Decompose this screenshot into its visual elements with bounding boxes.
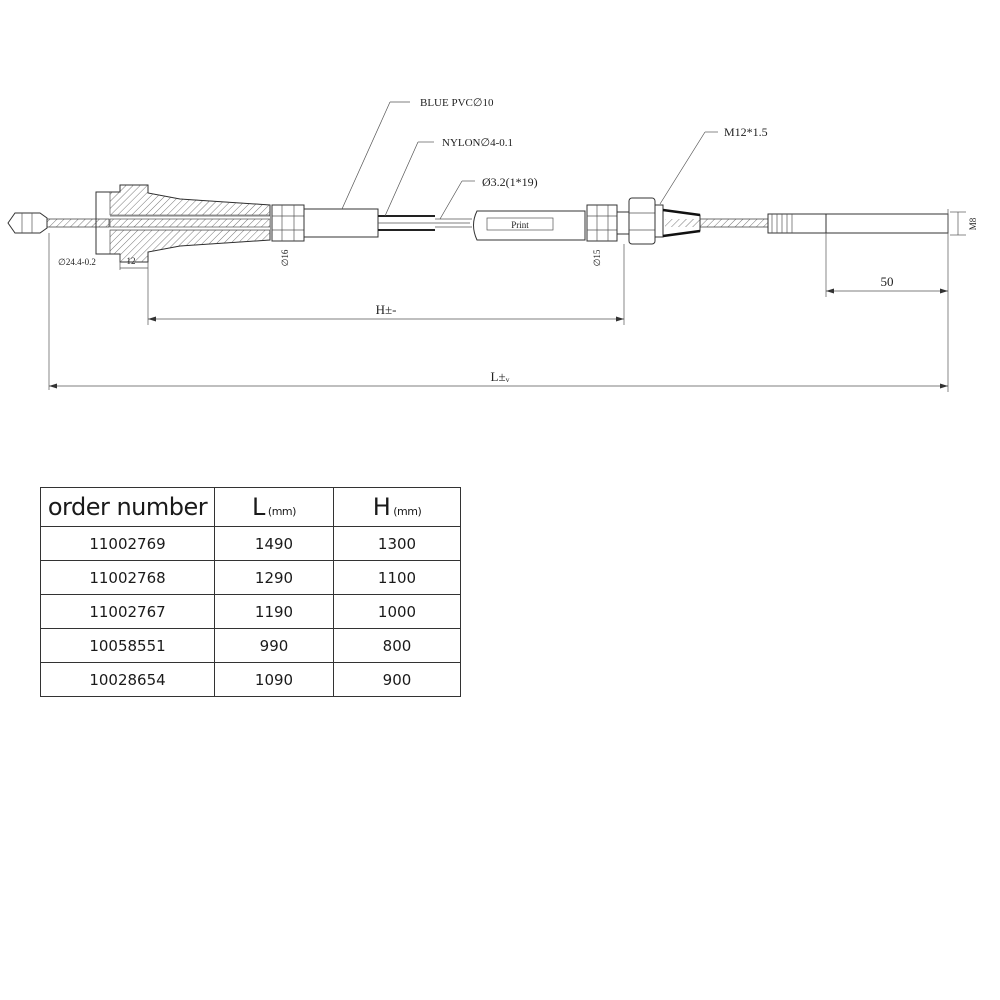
cell-l: 1490 (215, 527, 334, 561)
table-header-row (41, 488, 461, 527)
cell-order: 10058551 (41, 629, 215, 663)
cell-h: 900 (334, 663, 461, 697)
dimension-h (148, 244, 624, 325)
cell-l: 990 (215, 629, 334, 663)
table-row (41, 527, 461, 561)
cell-l: 1190 (215, 595, 334, 629)
callout-thread (660, 125, 768, 204)
cell-order: 11002769 (41, 527, 215, 561)
dimension-50 (826, 233, 948, 297)
d16-label: ∅16 (280, 249, 290, 267)
nylon-label: NYLON∅4-0.1 (442, 137, 513, 149)
h-dimension-label: H±- (375, 302, 397, 317)
cell-h: 1300 (334, 527, 461, 561)
cell-l: 1090 (215, 663, 334, 697)
dimension-l (49, 297, 948, 392)
d24-label: ∅24.4-0.2 (58, 257, 96, 267)
len50-label: 50 (880, 274, 894, 289)
blue-pvc-sheath (304, 209, 378, 237)
printed-sleeve (474, 211, 586, 240)
diameter-annotations (49, 233, 602, 390)
table-row (41, 663, 461, 697)
d12-label: 12 (126, 256, 136, 266)
callout-pvc (342, 97, 494, 209)
m12-threaded-nut (629, 198, 663, 244)
header-order-number: order number (41, 488, 215, 527)
order-table (40, 487, 461, 697)
cable-technical-drawing (0, 0, 1000, 460)
header-h: H (mm) (334, 488, 461, 527)
hex-nut-left (272, 205, 304, 241)
inner-wire-left (47, 219, 109, 227)
table-row (41, 629, 461, 663)
cell-order: 11002768 (41, 561, 215, 595)
cell-h: 1100 (334, 561, 461, 595)
thread-label: M12*1.5 (724, 125, 768, 139)
table-row (41, 561, 461, 595)
header-l: L (mm) (215, 488, 334, 527)
left-end-fitting (8, 213, 47, 233)
inner-wire-right (700, 219, 768, 227)
d15-label: ∅15 (592, 249, 602, 267)
hex-nut-right (587, 205, 629, 241)
pvc-label: BLUE PVC∅10 (420, 97, 494, 109)
cell-order: 10028654 (41, 663, 215, 697)
nylon-liner (378, 216, 470, 230)
m8-label: M8 (968, 217, 978, 231)
cell-h: 1000 (334, 595, 461, 629)
table-row (41, 595, 461, 629)
cell-h: 800 (334, 629, 461, 663)
m8-threaded-end (768, 209, 978, 238)
cell-order: 11002767 (41, 595, 215, 629)
print-label: Print (511, 220, 529, 230)
crimp-ferrule (663, 210, 700, 236)
cell-l: 1290 (215, 561, 334, 595)
core-label: Ø3.2(1*19) (482, 175, 538, 189)
conical-housing (96, 185, 270, 262)
l-dimension-label: L±ᵥ (490, 369, 510, 384)
